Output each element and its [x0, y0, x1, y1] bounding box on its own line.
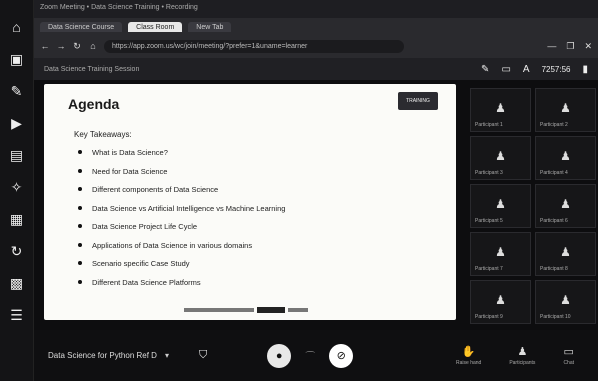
grid-icon[interactable]: ▩ — [9, 275, 24, 291]
shield-icon[interactable]: ⛉ — [198, 349, 208, 361]
left-app-sidebar — [0, 0, 34, 381]
reload-icon[interactable]: ↻ — [73, 40, 81, 51]
window-controls — [547, 41, 592, 52]
back-icon[interactable]: ← — [40, 41, 50, 51]
call-controls — [267, 344, 353, 368]
participant-tile[interactable] — [535, 136, 596, 180]
home-icon[interactable]: ⌂ — [12, 19, 21, 35]
pen-icon[interactable]: ✎ — [481, 63, 490, 75]
os-title-bar — [34, 0, 598, 18]
participant-name: Participant 3 — [475, 170, 503, 176]
maximize-icon[interactable]: ❐ — [566, 40, 575, 51]
os-title-text: Zoom Meeting • Data Science Training • Recording — [40, 4, 198, 11]
play-icon[interactable]: ▶ — [11, 115, 22, 131]
agenda-item: Scenario specific Case Study — [78, 259, 285, 268]
chat-button[interactable] — [563, 345, 574, 366]
agenda-item: Different components of Data Science — [78, 185, 285, 194]
participant-tile[interactable] — [470, 136, 531, 180]
right-actions — [456, 345, 574, 366]
home-icon[interactable]: ⌂ — [90, 41, 96, 51]
people-icon: ♟ — [517, 346, 528, 358]
participant-name: Participant 2 — [540, 122, 568, 128]
action-label: Raise hand — [456, 360, 482, 366]
browser-tabs — [34, 18, 598, 36]
slide-header — [44, 84, 456, 112]
user-icon: ♟ — [560, 101, 571, 115]
participant-tile[interactable] — [535, 280, 596, 324]
browser-chrome — [34, 18, 598, 58]
chevron-down-icon[interactable]: ▾ — [164, 351, 169, 360]
slide-nav-button[interactable] — [257, 307, 285, 313]
user-icon: ♟ — [495, 245, 506, 259]
participant-name: Participant 7 — [475, 266, 503, 272]
text-icon[interactable]: A — [522, 63, 530, 75]
slide-logo: TRAINING — [398, 92, 438, 110]
user-icon: ♟ — [495, 149, 506, 163]
user-icon: ♟ — [495, 197, 506, 211]
menu-icon[interactable]: ☰ — [10, 307, 23, 323]
image-icon[interactable]: ▦ — [9, 211, 24, 227]
signal-icon[interactable]: ▮ — [582, 63, 588, 75]
participant-name: Participant 6 — [540, 218, 568, 224]
screen-icon[interactable]: ▭ — [501, 63, 511, 75]
participant-name: Participant 10 — [540, 314, 571, 320]
camera-off-icon: ⊘ — [336, 349, 346, 362]
meeting-controls-bar — [34, 330, 598, 381]
close-icon[interactable]: ✕ — [584, 40, 592, 51]
user-icon: ♟ — [560, 245, 571, 259]
participant-tile[interactable] — [470, 280, 531, 324]
participant-name: Participant 8 — [540, 266, 568, 272]
annotation-toolbar — [481, 64, 588, 75]
user-icon: ♟ — [560, 197, 571, 211]
minimize-icon[interactable]: — — [547, 40, 557, 51]
camera-button[interactable] — [329, 344, 353, 368]
agenda-item: Data Science vs Artificial Intelligence vs Machine Learning — [78, 204, 285, 213]
folder-icon[interactable]: ▣ — [9, 51, 24, 67]
agenda-item: What is Data Science? — [78, 148, 285, 157]
meeting-top-bar — [34, 58, 598, 80]
participant-name: Participant 5 — [475, 218, 503, 224]
agenda-item: Different Data Science Platforms — [78, 278, 285, 287]
browser-tab-active[interactable]: Class Room — [128, 22, 182, 32]
browser-tab[interactable]: New Tab — [188, 22, 231, 32]
user-icon: ♟ — [495, 293, 506, 307]
slide-progress-bar — [288, 308, 308, 312]
slide-progress-bar — [184, 308, 254, 312]
microphone-button[interactable] — [267, 344, 291, 368]
participant-tile[interactable] — [535, 88, 596, 132]
address-bar[interactable]: https://app.zoom.us/wc/join/meeting/?prefer=1&uname=learner — [104, 40, 404, 53]
participant-tile[interactable] — [535, 232, 596, 276]
participant-name: Participant 4 — [540, 170, 568, 176]
document-icon[interactable]: ▤ — [9, 147, 24, 163]
participant-tile[interactable] — [470, 184, 531, 228]
agenda-item: Applications of Data Science in various domains — [78, 241, 285, 250]
action-label: Participants — [509, 360, 536, 366]
user-icon: ♟ — [495, 101, 506, 115]
participant-tile[interactable] — [470, 232, 531, 276]
participant-tile[interactable] — [535, 184, 596, 228]
slide-footer — [184, 306, 308, 314]
user-icon: ♟ — [560, 149, 571, 163]
action-label: Chat — [563, 360, 574, 366]
refresh-icon[interactable]: ↻ — [10, 243, 23, 259]
participants-button[interactable] — [509, 345, 535, 366]
meeting-name: Data Science for Python Ref D — [48, 351, 157, 360]
edit-icon[interactable]: ✎ — [10, 83, 23, 99]
raise-hand-button[interactable] — [456, 345, 481, 366]
browser-tab[interactable]: Data Science Course — [40, 22, 122, 32]
url-row — [34, 36, 598, 56]
meeting-timer: 7257:56 — [541, 64, 571, 74]
microphone-icon: ● — [275, 349, 283, 362]
slide-title: Agenda — [68, 96, 120, 112]
meeting-title: Data Science Training Session — [44, 65, 140, 73]
agenda-item: Data Science Project Life Cycle — [78, 222, 285, 231]
shared-slide — [44, 84, 456, 320]
agenda-item: Need for Data Science — [78, 167, 285, 176]
slide-subheading: Key Takeaways: — [74, 130, 132, 139]
chat-icon: ▭ — [563, 346, 574, 358]
participant-name: Participant 9 — [475, 314, 503, 320]
participants-grid — [468, 86, 598, 324]
agenda-list — [78, 148, 285, 296]
forward-icon[interactable]: → — [56, 41, 66, 51]
separator-icon: ⌒ — [305, 352, 316, 363]
participant-tile[interactable] — [470, 88, 531, 132]
hand-icon: ✋ — [461, 346, 476, 358]
participant-name: Participant 1 — [475, 122, 503, 128]
user-icon: ♟ — [560, 293, 571, 307]
star-icon[interactable]: ✧ — [10, 179, 23, 195]
